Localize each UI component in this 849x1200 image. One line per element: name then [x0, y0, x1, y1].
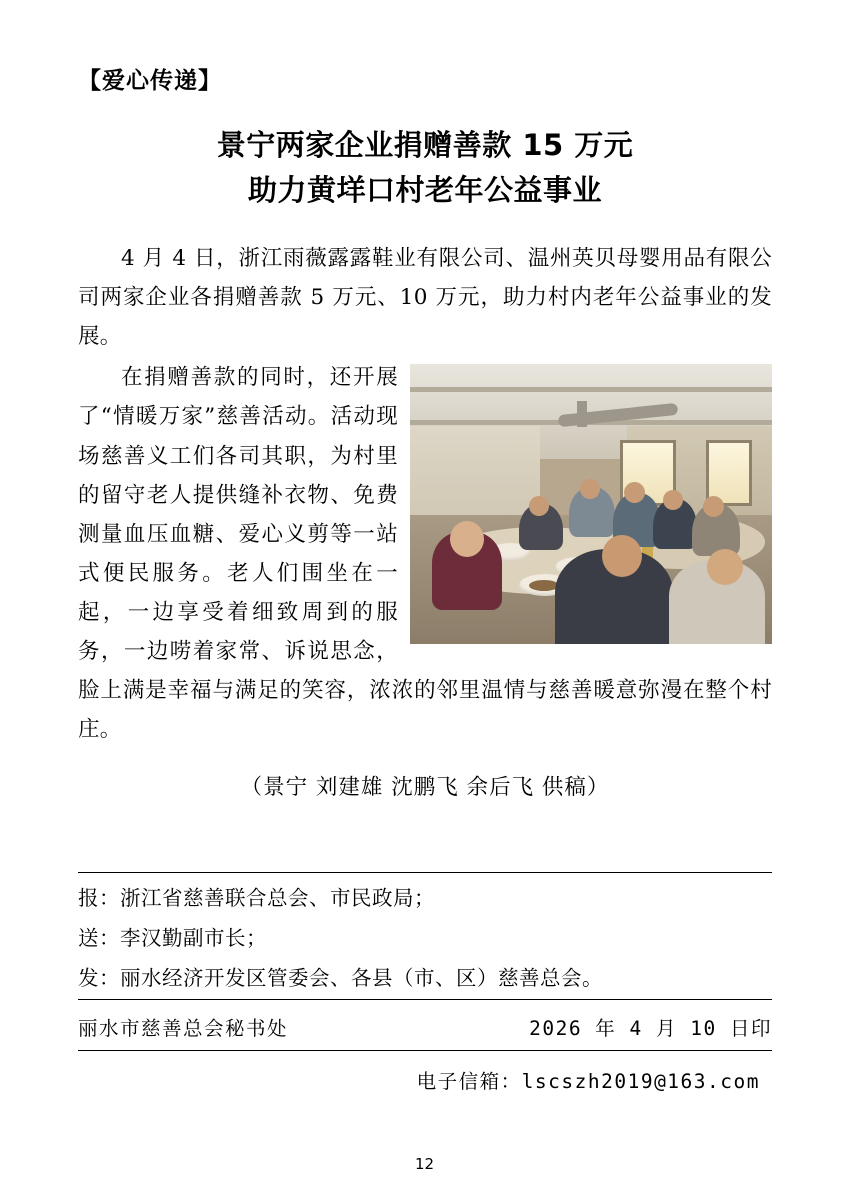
article-body	[78, 62, 772, 801]
footer-issuer-name: 丽水市慈善总会秘书处	[78, 1016, 289, 1040]
footer-issue-date: 2026 年 4 月 10 日印	[529, 1016, 772, 1040]
paragraph-1: 4 月 4 日，浙江雨薇露露鞋业有限公司、温州英贝母婴用品有限公司两家企业各捐赠善款 5 万元、10 万元，助力村内老年公益事业的发展。	[78, 245, 772, 350]
article-photo	[410, 364, 772, 644]
footer-divider-middle	[78, 999, 772, 1000]
footer-divider-bottom	[78, 1050, 772, 1051]
footer-divider-top	[78, 872, 772, 873]
page-number: 12	[414, 1155, 435, 1173]
section-tag: 【爱心传递】	[78, 68, 222, 94]
title-line-2: 助力黄垟口村老年公益事业	[247, 172, 602, 207]
footer-email-label: 电子信箱：	[416, 1069, 522, 1093]
footer-issue-to: 发：丽水经济开发区管委会、各县（市、区）慈善总会。	[78, 965, 603, 990]
page-title	[78, 123, 772, 213]
footer-email-address[interactable]: lscszh2019@163.com	[521, 1069, 760, 1093]
paragraph-2: 在捐赠善款的同时，还开展了“情暖万家”慈善活动。活动现场慈善义工们各司其职，为村里的留守老人提供缝补衣物、免费测量血压血糖、爱心义剪等一站式便民服务。老人们围坐在一起，一边享受着细致周到的服务，一边唠着家常、诉说思念，脸上满是幸福与满足的笑容，浓浓的邻里温情与慈善暖意弥漫在整个村庄。	[78, 365, 772, 743]
footer-email-row	[78, 1057, 772, 1101]
photo-scene	[410, 364, 772, 644]
title-line-1: 景宁两家企业捐赠善款 15 万元	[216, 128, 634, 162]
footer-report-to: 报：浙江省慈善联合总会、市民政局；	[78, 886, 435, 910]
footer-send-to: 送：李汉勤副市长；	[78, 925, 267, 950]
article-credit: （景宁 刘建雄 沈鹏飞 余后飞 供稿）	[240, 774, 610, 800]
footer-issuer-row	[78, 1006, 772, 1050]
article-text	[78, 239, 772, 752]
document-footer	[78, 872, 772, 1101]
